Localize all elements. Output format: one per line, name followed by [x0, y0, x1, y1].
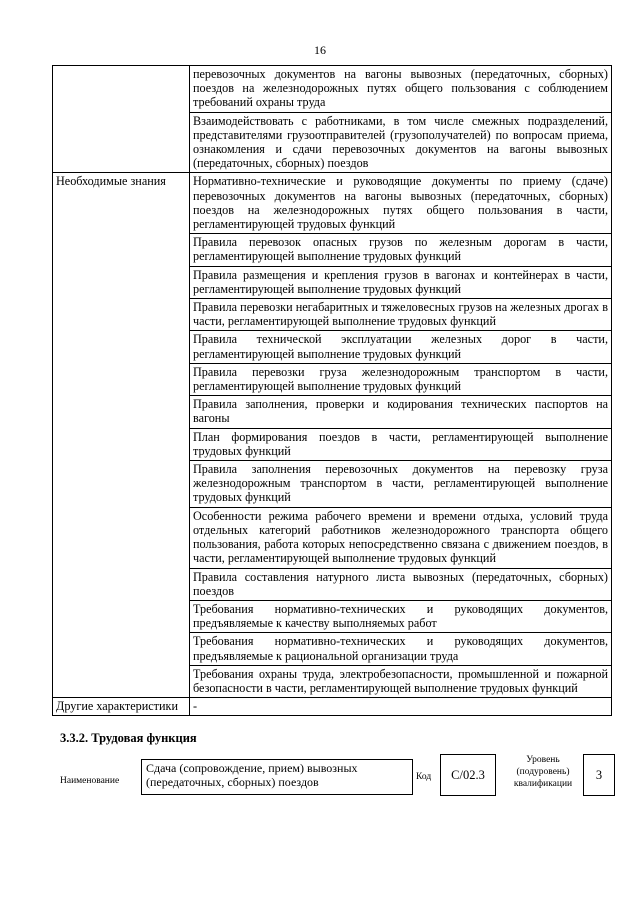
table-cell: перевозочных документов на вагоны вывозных (передаточных, сборных) поездов на железнодорожных путях общего пользования с соблюдением требований охраны труда: [190, 66, 612, 113]
table-row: [53, 698, 612, 716]
table-cell: Правила составления натурного листа вывозных (передаточных, сборных) поездов: [190, 568, 612, 600]
table-cell: Требования нормативно-технических и руководящих документов, предъявляемые к качеству выполняемых работ: [190, 600, 612, 632]
row-label-other-characteristics: Другие характеристики: [53, 698, 190, 716]
table-cell: Требования нормативно-технических и руководящих документов, предъявляемые к рациональной организации труда: [190, 633, 612, 665]
qualification-level-label: Уровень (подуровень) квалификации: [513, 755, 573, 789]
table-cell: Особенности режима рабочего времени и времени отдыха, условий труда отдельных категорий работников железнодорожного транспорта общего пользования, работа которых непосредственно связана с движением поездов, в части, регламентирующей выполнение трудовых функций: [190, 507, 612, 568]
function-code-box: С/02.3: [440, 754, 496, 796]
row-label: [53, 66, 190, 173]
qualification-level-box: 3: [583, 754, 615, 796]
row-label-required-knowledge: Необходимые знания: [53, 173, 190, 698]
function-name-box: Сдача (сопровождение, прием) вывозных (передаточных, сборных) поездов: [141, 759, 413, 795]
knowledge-skills-table: [52, 65, 612, 716]
section-title: 3.3.2. Трудовая функция: [60, 731, 197, 745]
name-label: Наименование: [60, 776, 120, 786]
table-cell: Правила перевозки негабаритных и тяжеловесных грузов на железных дрогах в части, регламентирующей выполнение трудовых функций: [190, 299, 612, 331]
table-cell: Правила заполнения перевозочных документов на перевозку груза железнодорожным транспортом в части, регламентирующей выполнение трудовых функций: [190, 461, 612, 508]
table-cell: Правила перевозок опасных грузов по железным дорогам в части, регламентирующей выполнение трудовых функций: [190, 234, 612, 266]
table-cell: Правила размещения и крепления грузов в вагонах и контейнерах в части, регламентирующей выполнение трудовых функций: [190, 266, 612, 298]
table-cell: Правила технической эксплуатации железных дорог в части, регламентирующей выполнение трудовых функций: [190, 331, 612, 363]
table-cell: Нормативно-технические и руководящие документы по приему (сдаче) перевозочных документов на вагоны вывозных (передаточных, сборных) поездов на железнодорожных путях общего пользования в части, регламентирующей трудовых функций: [190, 173, 612, 234]
table-cell: -: [190, 698, 612, 716]
table-row: [53, 66, 612, 113]
table-cell: Правила заполнения, проверки и кодирования технических паспортов на вагоны: [190, 396, 612, 428]
table-cell: План формирования поездов в части, регламентирующей выполнение трудовых функций: [190, 428, 612, 460]
table-row: [53, 173, 612, 234]
table-cell: Взаимодействовать с работниками, в том числе смежных подразделений, представителями грузоотправителей (грузополучателей) по вопросам приема, ознакомления и сдачи перевозочных документов на вагоны вывозных (передаточных, сборных) поездов: [190, 112, 612, 173]
table-cell: Правила перевозки груза железнодорожным транспортом в части, регламентирующей выполнение трудовых функций: [190, 363, 612, 395]
code-label: Код: [416, 772, 432, 782]
table-cell: Требования охраны труда, электробезопасности, промышленной и пожарной безопасности в части, регламентирующей выполнение трудовых функций: [190, 665, 612, 697]
page-number: 16: [314, 43, 326, 57]
labor-function-header: [60, 754, 620, 804]
